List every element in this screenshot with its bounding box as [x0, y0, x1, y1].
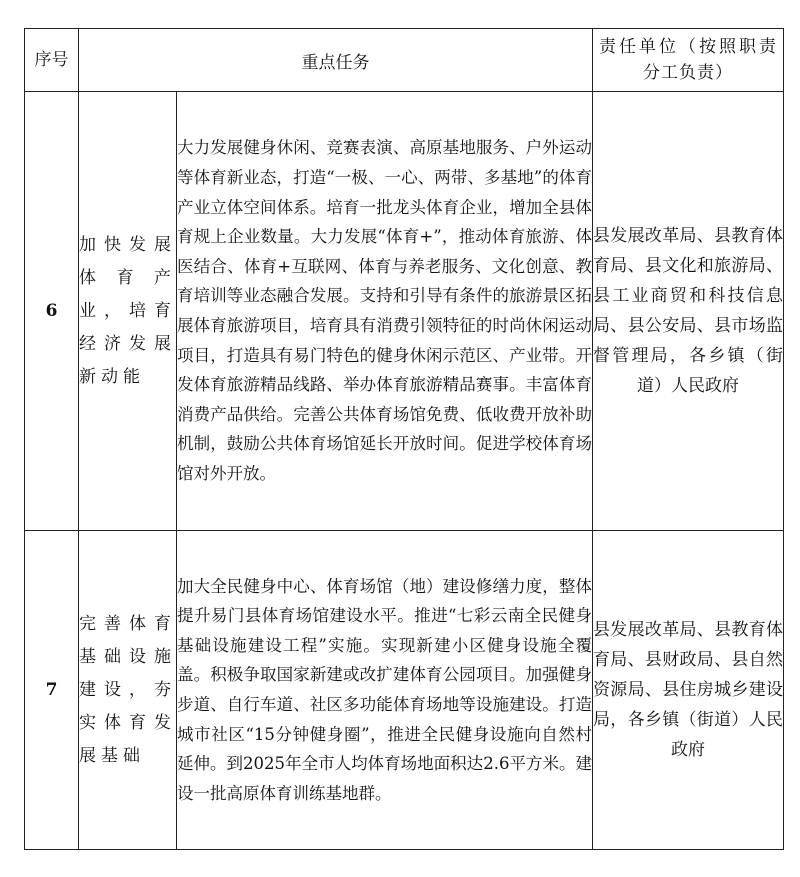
task-description: 大力发展健身休闲、竞赛表演、高原基地服务、户外运动等体育新业态，打造“一极、一心、两带、多基地”的体育产业立体空间体系。培育一批龙头体育企业，增加全县体育规上企业数量。大力发展“体育+”，推动体育旅游、体医结合、体育+互联网、体育与养老服务、文化创意、教育培训等业态融合发展。支持和引导有条件的旅游景区拓展体育旅游项目，培育具有消费引领特征的时尚休闲运动项目，打造具有易门特色的健身休闲示范区、产业带。开发体育旅游精品线路、举办体育旅游精品赛事。丰富体育消费产品供给。完善公共体育场馆免费、低收费开放补助机制，鼓励公共体育场馆延长开放时间。促进学校体育场馆对外开放。 — [177, 92, 593, 531]
row-number: 6 — [25, 92, 79, 531]
header-responsible-unit: 责任单位（按照职责分工负责） — [593, 29, 784, 92]
table-row — [25, 531, 784, 850]
responsible-unit: 县发展改革局、县教育体育局、县财政局、县自然资源局、县住房城乡建设局，各乡镇（街道）人民政府 — [593, 531, 784, 850]
header-number: 序号 — [25, 29, 79, 92]
task-table — [24, 28, 784, 850]
task-name: 完善体育基础设施建设，夯实体育发展基础 — [79, 531, 177, 850]
task-description: 加大全民健身中心、体育场馆（地）建设修缮力度，整体提升易门县体育场馆建设水平。推进“七彩云南全民健身基础设施建设工程”实施。实现新建小区健身设施全覆盖。积极争取国家新建或改扩建体育公园项目。加强健身步道、自行车道、社区多功能体育场地等设施建设。打造城市社区“15分钟健身圈”，推进全民健身设施向自然村延伸。到2025年全市人均体育场地面积达2.6平方米。建设一批高原体育训练基地群。 — [177, 531, 593, 850]
header-task: 重点任务 — [79, 29, 593, 92]
row-number: 7 — [25, 531, 79, 850]
task-name: 加快发展体育产业，培育经济发展新动能 — [79, 92, 177, 531]
table-header-row — [25, 29, 784, 92]
table-row — [25, 92, 784, 531]
responsible-unit: 县发展改革局、县教育体育局、县文化和旅游局、县工业商贸和科技信息局、县公安局、县市场监督管理局，各乡镇（街道）人民政府 — [593, 92, 784, 531]
